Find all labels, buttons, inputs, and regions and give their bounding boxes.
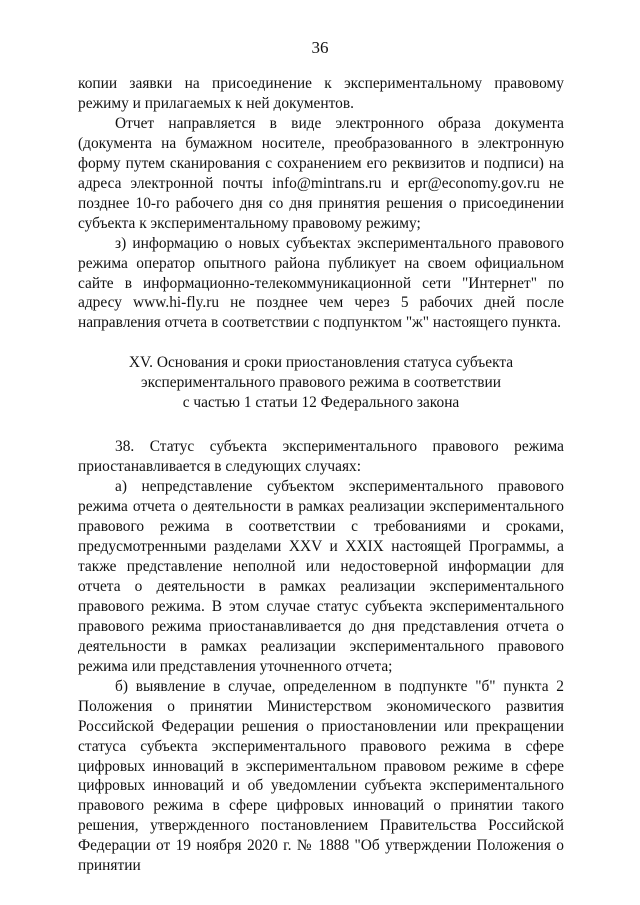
paragraph-subitem-z: з) информацию о новых субъектах экспериментального правового режима оператор опытного района публикует на своем официальном сайте в информационно-телекоммуникационной сети "Интернет" по адресу www.hi-fly.ru не позднее чем через 5 рабочих дней после направления отчета в соответствии с подпунктом "ж" настоящего пункта. bbox=[78, 234, 564, 332]
section-heading-line: экспериментального правового режима в соответствии bbox=[140, 374, 502, 392]
paragraph-subitem-b: б) выявление в случае, определенном в подпункте "б" пункта 2 Положения о принятии Министерством экономического развития Российской Федерации решения о приостановлении или прекращении статуса субъекта экспериментального правового режима в сфере цифровых инноваций в экспериментальном правовом режиме в сфере цифровых инноваций и об уведомлении субъекта экспериментального правового режима в сфере цифровых инноваций о принятии такого решения, утвержденного постановлением Правительства Российской Федерации от 19 ноября 2020 г. № 1888 "Об утверждении Положения о принятии bbox=[78, 677, 564, 875]
section-heading-line: с частью 1 статьи 12 Федерального закона bbox=[182, 394, 460, 412]
section-heading bbox=[78, 353, 564, 413]
paragraph-report-sending: Отчет направляется в виде электронного образа документа (документа на бумажном носителе, преобразованного в электронную форму путем сканирования с сохранением его реквизитов и подписи) на адреса электронной почты info@mintrans.ru и epr@economy.gov.ru не позднее 10-го рабочего дня со дня принятия решения о присоединении субъекта к экспериментальному правовому режиму; bbox=[78, 114, 564, 232]
paragraph-continuation: копии заявки на присоединение к экспериментальному правовому режиму и прилагаемых к ней документов. bbox=[78, 75, 564, 112]
paragraph-subitem-a: а) непредставление субъектом экспериментального правового режима отчета о деятельности в рамках реализации экспериментального правового режима в соответствии с требованиями и сроками, предусмотренными разделами XXV и XXIX настоящей Программы, а также представление неполной или недостоверной информации для отчета о деятельности в рамках реализации экспериментального правового режима. В этом случае статус субъекта экспериментального правового режима приостанавливается до дня представления отчета о деятельности в рамках реализации экспериментального правового режима или представления уточненного отчета; bbox=[78, 478, 564, 675]
document-body bbox=[78, 74, 564, 876]
page-number: 36 bbox=[311, 38, 329, 57]
section-heading-line: XV. Основания и сроки приостановления статуса субъекта bbox=[128, 354, 514, 372]
paragraph-item-38: 38. Статус субъекта экспериментального правового режима приостанавливается в следующих случаях: bbox=[78, 438, 564, 476]
